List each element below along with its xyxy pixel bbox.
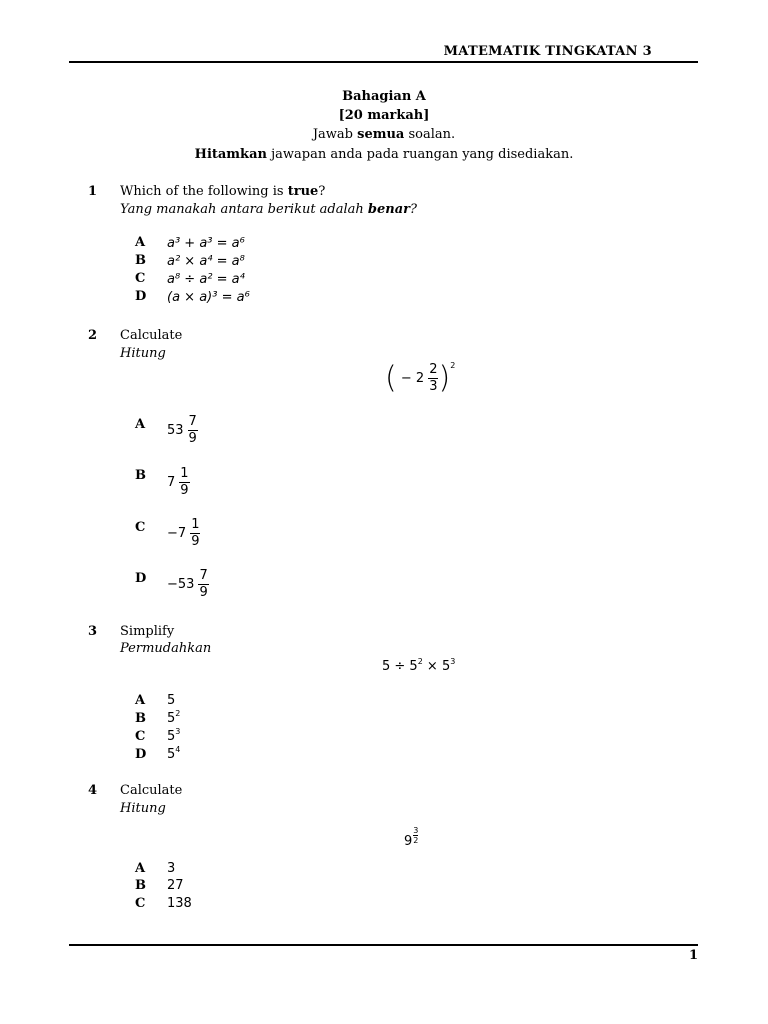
q2-option-c-sign: − [167, 526, 178, 541]
q3-option-c-pow: 3 [175, 727, 181, 736]
q3-option-a [167, 693, 175, 708]
q3-option-a-base: 5 [167, 693, 176, 708]
q2-option-d-num: 7 [199, 568, 208, 583]
q3-expr-b-pow: 3 [450, 657, 456, 666]
q4-option-a-letter: A [135, 861, 146, 876]
instr2-post: jawapan anda pada ruangan yang disediakan. [266, 147, 574, 162]
q3-option-b-pow: 2 [175, 709, 181, 718]
q1-option-a-letter: A [135, 235, 146, 250]
q1-option-b-letter: B [135, 253, 146, 268]
q2-option-d [167, 568, 209, 601]
footer-rule [69, 944, 698, 946]
q2-option-d-sign: − [167, 577, 178, 592]
q3-option-d [167, 747, 180, 762]
q3-malay: Permudahkan [120, 641, 212, 656]
q4-expr-exponent [413, 826, 418, 845]
q3-expression [382, 659, 455, 674]
q2-expr-sign: − [400, 371, 412, 386]
q1-text-bold: true [287, 184, 319, 199]
section-instruction-2 [0, 147, 768, 162]
section-instruction-1 [0, 127, 768, 142]
page-number: 1 [688, 948, 698, 963]
q3-option-c-base: 5 [167, 729, 176, 744]
q2-option-c-num: 1 [191, 517, 200, 532]
q1-option-d: (a × a)³ = a⁶ [167, 290, 250, 305]
q2-number: 2 [88, 328, 98, 343]
q3-expr-a: 5 ÷ 5 [382, 659, 418, 674]
q3-option-a-letter: A [135, 693, 146, 708]
q1-text-post: ? [318, 184, 326, 199]
q2-paren-close: ) [438, 360, 451, 396]
q2-malay: Hitung [120, 346, 166, 361]
q4-option-b: 27 [167, 878, 184, 893]
q1-number: 1 [88, 184, 98, 199]
q2-option-a-whole: 53 [167, 423, 184, 438]
q1-malay-post: ? [410, 202, 417, 217]
instr2-bold: Hitamkan [194, 147, 267, 162]
q2-option-c-whole: 7 [177, 526, 187, 541]
q2-expr-whole: 2 [415, 371, 425, 386]
q2-option-b-letter: B [135, 468, 146, 483]
q2-option-c-fraction [190, 517, 200, 550]
q2-option-a-fraction [188, 414, 198, 447]
q1-option-a: a³ + a³ = a⁶ [167, 236, 245, 251]
q2-option-b-whole: 7 [167, 475, 176, 490]
q2-expr-den: 3 [429, 379, 438, 394]
q2-option-b [167, 466, 190, 499]
q4-option-c: 138 [167, 896, 192, 911]
header-rule [69, 61, 698, 63]
q1-option-c-letter: C [135, 271, 146, 286]
header-title: MATEMATIK TINGKATAN 3 [443, 44, 652, 59]
q2-option-d-fraction [198, 568, 208, 601]
q2-text: Calculate [120, 328, 183, 343]
q2-option-a-num: 7 [188, 414, 197, 429]
q1-malay-pre: Yang manakah antara berikut adalah [120, 202, 368, 217]
q3-expr-a-pow: 2 [417, 657, 423, 666]
q3-option-c-letter: C [135, 729, 146, 744]
q2-option-d-letter: D [135, 571, 147, 586]
q1-malay-bold: benar [367, 202, 411, 217]
q3-number: 3 [88, 624, 98, 639]
q4-option-c-letter: C [135, 896, 146, 911]
q4-expr-num: 3 [413, 826, 419, 835]
q2-expr-num: 2 [429, 362, 438, 377]
q2-option-d-whole: 53 [177, 577, 195, 592]
q4-expression [404, 826, 418, 849]
q4-expr-den: 2 [413, 836, 419, 845]
q3-expr-b: × 5 [422, 659, 451, 674]
q3-option-b-base: 5 [167, 711, 176, 726]
q1-option-c: a⁸ ÷ a² = a⁴ [167, 272, 245, 287]
q4-expr-base: 9 [404, 834, 413, 849]
q2-option-a-letter: A [135, 417, 146, 432]
q3-option-c [167, 729, 180, 744]
q2-option-b-fraction [179, 466, 189, 499]
q4-malay: Hitung [120, 801, 166, 816]
q2-option-a [167, 414, 198, 447]
section-marks: [20 markah] [338, 108, 430, 123]
q3-text: Simplify [120, 624, 175, 639]
q1-text [120, 184, 325, 199]
q2-option-c-letter: C [135, 520, 146, 535]
q4-number: 4 [88, 783, 98, 798]
q4-option-b-letter: B [135, 878, 146, 893]
q3-option-b [167, 711, 180, 726]
q3-option-d-letter: D [135, 747, 147, 762]
q1-option-d-letter: D [135, 289, 147, 304]
q2-option-c [167, 517, 200, 550]
q1-text-pre: Which of the following is [120, 184, 288, 199]
q4-option-a: 3 [167, 861, 176, 876]
q1-option-b: a² × a⁴ = a⁸ [167, 254, 245, 269]
section-title: Bahagian A [342, 89, 426, 104]
q2-option-a-den: 9 [188, 431, 197, 446]
q2-option-c-den: 9 [191, 534, 200, 549]
q2-option-d-den: 9 [199, 585, 208, 600]
instr1-bold: semua [357, 127, 405, 142]
q2-option-b-num: 1 [180, 466, 189, 481]
q4-text: Calculate [120, 783, 183, 798]
q2-expression [385, 362, 455, 395]
q2-expr-fraction [428, 362, 438, 395]
q3-option-d-pow: 4 [175, 745, 181, 754]
q3-option-d-base: 5 [167, 747, 176, 762]
instr1-post: soalan. [404, 127, 456, 142]
q2-paren-open: ( [385, 360, 397, 396]
q2-expr-power: 2 [450, 361, 456, 370]
q2-option-b-den: 9 [180, 483, 189, 498]
instr1-pre: Jawab [312, 127, 358, 142]
q1-malay [120, 202, 417, 217]
q3-option-b-letter: B [135, 711, 146, 726]
